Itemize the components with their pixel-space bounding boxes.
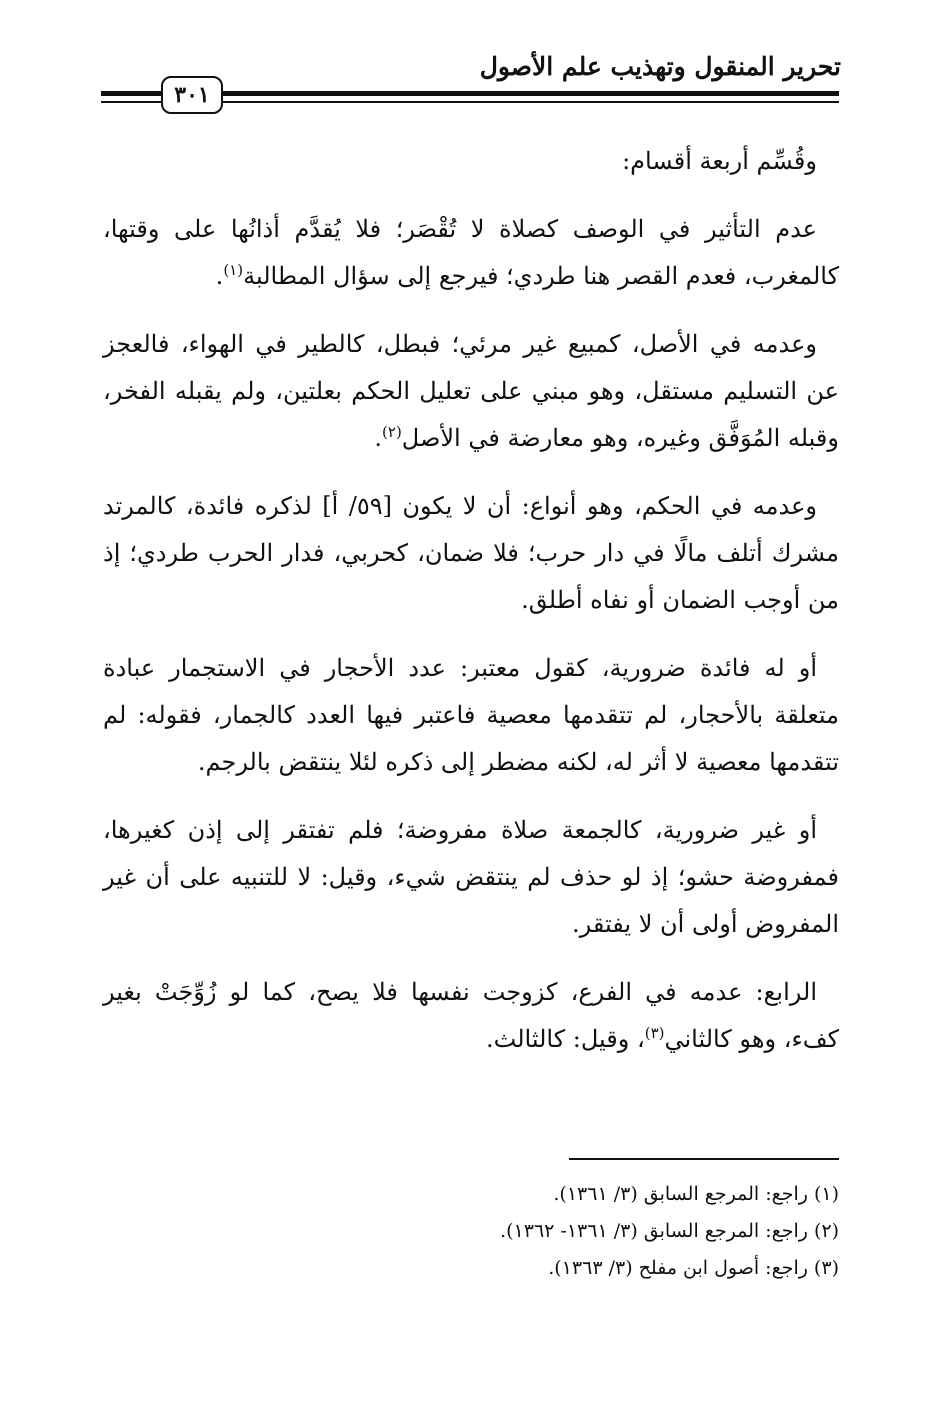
footnote: (٢) راجع: المرجع السابق (٣/ ١٣٦١- ١٣٦٢). <box>500 1220 839 1242</box>
paragraph <box>103 138 839 185</box>
paragraph-text: عدم التأثير في الوصف كصلاة لا تُقْصَر؛ فلا يُقدَّم أذانُها على وقتها، كالمغرب، فعدم القصر هنا طردي؛ فيرجع إلى سؤال المطالبة <box>103 215 839 290</box>
footnote-separator <box>569 1158 839 1160</box>
paragraph-tail: . <box>215 262 224 290</box>
footnote-ref[interactable]: (٢) <box>382 423 402 441</box>
paragraph <box>103 807 839 948</box>
footnotes <box>103 1176 839 1287</box>
paragraph-tail: ، وقيل: كالثالث. <box>486 1025 645 1053</box>
paragraph-text: أو غير ضرورية، كالجمعة صلاة مفروضة؛ فلم تفتقر إلى إذن كغيرها، فمفروضة حشو؛ إذ لو حذف لم ينتقض شيء، وقيل: لا للتنبيه على أن غير المفروض أولى أن لا يفتقر. <box>103 816 839 938</box>
running-title: تحرير المنقول وتهذيب علم الأصول <box>479 52 841 81</box>
page-number: ٣٠١ <box>161 76 223 114</box>
paragraph <box>103 645 839 786</box>
footnote-ref[interactable]: (٣) <box>644 1024 665 1042</box>
paragraph <box>103 206 839 300</box>
paragraph <box>103 483 839 624</box>
paragraph-text: الرابع: عدمه في الفرع، كزوجت نفسها فلا يصح، كما لو زُوِّجَتْ بغير كفء، وهو كالثاني <box>103 978 839 1053</box>
paragraph <box>103 969 839 1063</box>
main-text <box>103 138 839 1084</box>
paragraph-tail: . <box>374 424 383 452</box>
paragraph <box>103 321 839 462</box>
footnote: (٣) راجع: أصول ابن مفلح (٣/ ١٣٦٣). <box>548 1257 839 1279</box>
paragraph-text: وقُسِّم أربعة أقسام: <box>622 147 817 175</box>
paragraph-text: وعدمه في الأصل، كمبيع غير مرئي؛ فبطل، كالطير في الهواء، فالعجز عن التسليم مستقل، وهو مبني على تعليل الحكم بعلتين، ولم يقبله الفخر، وقبله المُوَفَّق وغيره، وهو معارضة في الأصل <box>103 330 839 452</box>
footnote-ref[interactable]: (١) <box>223 261 244 279</box>
footnote: (١) راجع: المرجع السابق (٣/ ١٣٦١). <box>553 1183 839 1205</box>
paragraph-text: أو له فائدة ضرورية، كقول معتبر: عدد الأحجار في الاستجمار عبادة متعلقة بالأحجار، لم تتقدمها معصية فاعتبر فيها العدد كالجمار، فقوله: لم تتقدمها معصية لا أثر له، لكنه مضطر إلى ذكره لئلا ينتقض بالرجم. <box>103 654 839 776</box>
paragraph-text: وعدمه في الحكم، وهو أنواع: أن لا يكون [٥٩/ أ] لذكره فائدة، كالمرتد مشرك أتلف مالًا في دار حرب؛ فلا ضمان، كحربي، فدار الحرب طردي؛ إذ من أوجب الضمان أو نفاه أطلق. <box>103 492 839 614</box>
